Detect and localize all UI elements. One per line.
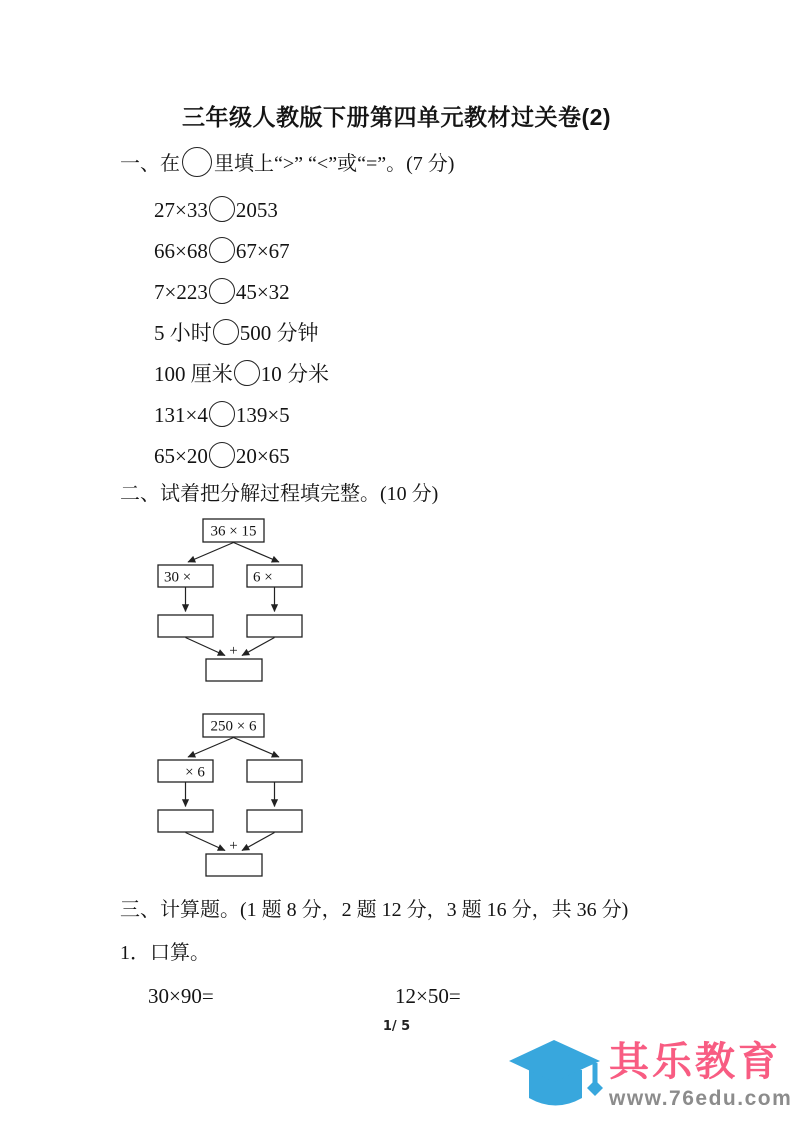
right-expression: 67×67 xyxy=(235,239,290,263)
answer-circle xyxy=(209,278,235,304)
right-expression: 10 分米 xyxy=(260,362,329,386)
arrow-right-merge xyxy=(242,638,275,656)
section2-heading: 二、试着把分解过程填完整。(10 分) xyxy=(120,483,439,505)
oral-problem: 30×90= xyxy=(148,984,214,1008)
left-factor-label: × 6 xyxy=(185,764,205,781)
left-expression: 27×33 xyxy=(154,198,208,222)
answer-circle xyxy=(209,237,235,263)
section1-heading-prefix: 一、在 xyxy=(120,153,180,175)
left-expression: 5 小时 xyxy=(154,321,212,345)
answer-circle xyxy=(234,360,260,386)
blank-circle xyxy=(182,147,212,177)
top-box-label: 36 × 15 xyxy=(210,523,257,540)
left-expression: 131×4 xyxy=(154,403,208,427)
left-expression: 100 厘米 xyxy=(154,362,233,386)
answer-circle xyxy=(209,442,235,468)
brand-website: www.76edu.com xyxy=(609,1087,793,1110)
right-result-box xyxy=(247,810,302,832)
bottom-box xyxy=(206,854,262,876)
page-title: 三年级人教版下册第四单元教材过关卷(2) xyxy=(181,104,612,130)
decomposition-diagram-2 xyxy=(145,710,325,882)
answer-circle xyxy=(213,319,239,345)
cap-board xyxy=(509,1040,600,1082)
left-expression: 65×20 xyxy=(154,444,208,468)
section1-heading xyxy=(120,147,454,178)
arrow-left-merge xyxy=(186,833,226,851)
right-factor-label: 6 × xyxy=(253,569,273,586)
left-factor-label: 30 × xyxy=(164,569,192,586)
plus-operator: + xyxy=(229,838,238,854)
right-expression: 45×32 xyxy=(235,280,290,304)
plus-operator: + xyxy=(229,643,238,659)
right-expression: 20×65 xyxy=(235,444,290,468)
brand-block xyxy=(609,1042,793,1109)
brand-name: 其乐教育 xyxy=(609,1040,781,1084)
arrow-to-left-branch xyxy=(188,738,234,758)
right-expression: 139×5 xyxy=(235,403,290,427)
graduation-cap-icon xyxy=(492,1036,617,1116)
answer-circle xyxy=(209,196,235,222)
top-box-label: 250 × 6 xyxy=(210,718,257,735)
right-expression: 500 分钟 xyxy=(239,321,319,345)
left-result-box xyxy=(158,615,213,637)
bottom-box xyxy=(206,659,262,681)
comparison-item xyxy=(154,237,290,265)
oral-problem: 12×50= xyxy=(395,984,461,1008)
decomposition-diagram-1 xyxy=(145,515,325,687)
comparison-item xyxy=(154,401,290,429)
arrow-to-right-branch xyxy=(234,738,280,758)
left-expression: 66×68 xyxy=(154,239,208,263)
comparison-item xyxy=(154,360,329,388)
comparison-item xyxy=(154,196,278,224)
page-number: 1/ 5 xyxy=(382,1019,411,1034)
arrow-to-right-branch xyxy=(234,543,280,563)
comparison-item xyxy=(154,442,290,470)
section1-heading-suffix: 里填上“>” “<”或“=”。(7 分) xyxy=(214,153,455,175)
right-factor-box xyxy=(247,760,302,782)
arrow-left-merge xyxy=(186,638,226,656)
comparison-item xyxy=(154,319,319,347)
left-result-box xyxy=(158,810,213,832)
comparison-item xyxy=(154,278,290,306)
right-expression: 2053 xyxy=(235,198,278,222)
left-expression: 7×223 xyxy=(154,280,208,304)
right-result-box xyxy=(247,615,302,637)
answer-circle xyxy=(209,401,235,427)
cap-tassel-knob xyxy=(587,1080,603,1096)
section3-heading: 三、计算题。(1 题 8 分，2 题 12 分，3 题 16 分，共 36 分) xyxy=(120,899,629,921)
arrow-to-left-branch xyxy=(188,543,234,563)
section3-subheading: 1．口算。 xyxy=(120,942,210,964)
arrow-right-merge xyxy=(242,833,275,851)
